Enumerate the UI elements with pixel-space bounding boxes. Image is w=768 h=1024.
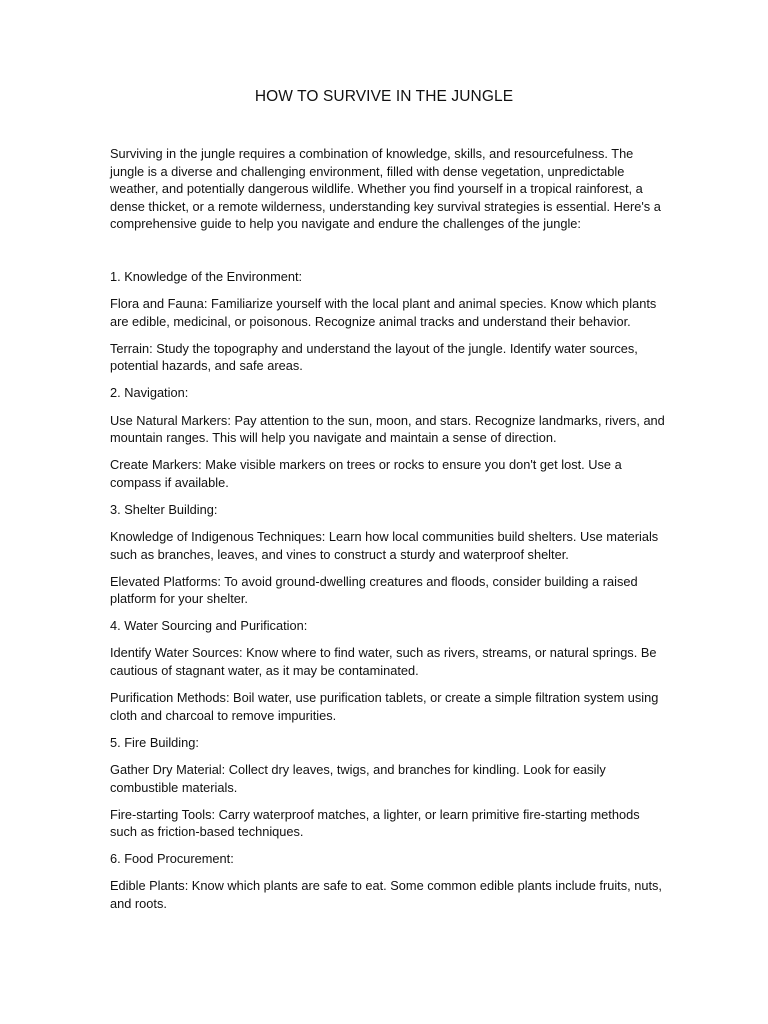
section-paragraph: Terrain: Study the topography and understand the layout of the jungle. Identify water sources, potential hazards, and safe areas. <box>110 340 638 374</box>
section-paragraph: Elevated Platforms: To avoid ground-dwelling creatures and floods, consider building a raised platform for your shelter. <box>110 573 638 607</box>
section-heading: 6. Food Procurement: <box>110 851 234 867</box>
section-paragraph: Gather Dry Material: Collect dry leaves, twigs, and branches for kindling. Look for easily combustible materials. <box>110 761 606 795</box>
section-heading: 4. Water Sourcing and Purification: <box>110 618 308 634</box>
section-paragraph: Purification Methods: Boil water, use purification tablets, or create a simple filtration system using cloth and charcoal to remove impurities. <box>110 690 659 723</box>
section-paragraph: Knowledge of Indigenous Techniques: Learn how local communities build shelters. Use materials such as branches, leaves, and vines to construct a sturdy and waterproof shelter. <box>110 529 659 562</box>
section-paragraph: Edible Plants: Know which plants are safe to eat. Some common edible plants include fruits, nuts, and roots. <box>110 878 662 911</box>
section-paragraph: Flora and Fauna: Familiarize yourself with the local plant and animal species. Know which plants are edible, medicinal, or poisonous. Recognize animal tracks and understand their behavior. <box>110 296 657 329</box>
intro-paragraph: Surviving in the jungle requires a combination of knowledge, skills, and resourcefulness. The jungle is a diverse and challenging environment, filled with dense vegetation, unpredictable weather, and potentially dangerous wildlife. Whether you find yourself in a tropical rainforest, a dense thicket, or a remote wilderness, understanding key survival strategies is essential. Here's a comprehensive guide to help you navigate and endure the challenges of the jungle: <box>110 146 661 232</box>
section-heading: 1. Knowledge of the Environment: <box>110 268 303 284</box>
section-paragraph: Fire-starting Tools: Carry waterproof matches, a lighter, or learn primitive fire-starting methods such as friction-based techniques. <box>110 806 640 840</box>
section-heading: 2. Navigation: <box>110 385 189 401</box>
section-paragraph: Use Natural Markers: Pay attention to the sun, moon, and stars. Recognize landmarks, rivers, and mountain ranges. This will help you navigate and maintain a sense of direction. <box>110 412 665 446</box>
section-paragraph: Identify Water Sources: Know where to find water, such as rivers, streams, or natural springs. Be cautious of stagnant water, as it may be contaminated. <box>110 645 657 679</box>
section-paragraph: Create Markers: Make visible markers on trees or rocks to ensure you don't get lost. Use a compass if available. <box>110 457 622 490</box>
section-heading: 3. Shelter Building: <box>110 501 218 517</box>
document-title: HOW TO SURVIVE IN THE JUNGLE <box>254 88 514 105</box>
section-heading: 5. Fire Building: <box>110 734 199 750</box>
document-body <box>110 145 670 922</box>
